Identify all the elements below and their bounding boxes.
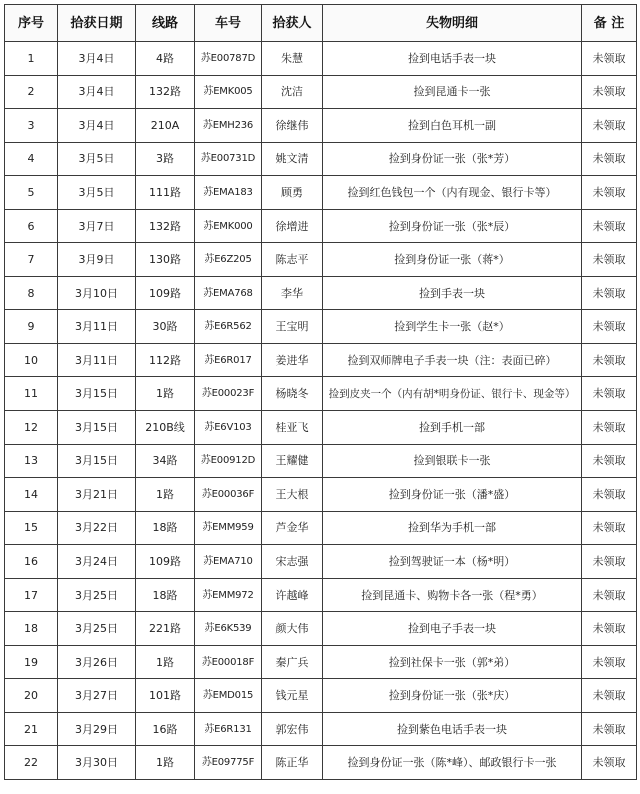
- cell-date: 3月26日: [58, 645, 136, 679]
- cell-finder: 桂亚飞: [262, 411, 323, 445]
- cell-no: 8: [5, 276, 58, 310]
- cell-line: 18路: [136, 511, 195, 545]
- cell-line: 34路: [136, 444, 195, 478]
- cell-note: 未领取: [582, 310, 637, 344]
- cell-line: 3路: [136, 142, 195, 176]
- cell-note: 未领取: [582, 679, 637, 713]
- cell-date: 3月30日: [58, 746, 136, 780]
- cell-detail: 捡到社保卡一张（郭*弟）: [323, 645, 582, 679]
- table-header: [5, 5, 637, 42]
- cell-date: 3月15日: [58, 377, 136, 411]
- cell-date: 3月25日: [58, 612, 136, 646]
- cell-note: 未领取: [582, 42, 637, 76]
- cell-finder: 陈正华: [262, 746, 323, 780]
- cell-detail: 捡到华为手机一部: [323, 511, 582, 545]
- table-row: [5, 142, 637, 176]
- cell-date: 3月5日: [58, 142, 136, 176]
- cell-note: 未领取: [582, 612, 637, 646]
- cell-detail: 捡到紫色电话手表一块: [323, 712, 582, 746]
- cell-date: 3月25日: [58, 578, 136, 612]
- cell-note: 未领取: [582, 75, 637, 109]
- cell-line: 30路: [136, 310, 195, 344]
- cell-note: 未领取: [582, 142, 637, 176]
- table-row: [5, 712, 637, 746]
- cell-note: 未领取: [582, 377, 637, 411]
- table-row: [5, 343, 637, 377]
- table-row: [5, 545, 637, 579]
- cell-finder: 沈洁: [262, 75, 323, 109]
- cell-no: 22: [5, 746, 58, 780]
- table-row: [5, 746, 637, 780]
- cell-car: 苏E00036F: [195, 478, 262, 512]
- cell-detail: 捡到学生卡一张（赵*）: [323, 310, 582, 344]
- header-car: 车号: [195, 5, 262, 42]
- cell-detail: 捡到身份证一张（张*辰）: [323, 209, 582, 243]
- cell-no: 2: [5, 75, 58, 109]
- cell-date: 3月10日: [58, 276, 136, 310]
- cell-line: 130路: [136, 243, 195, 277]
- cell-no: 4: [5, 142, 58, 176]
- cell-note: 未领取: [582, 511, 637, 545]
- cell-line: 132路: [136, 209, 195, 243]
- table-row: [5, 176, 637, 210]
- header-row: [5, 5, 637, 42]
- cell-note: 未领取: [582, 176, 637, 210]
- cell-note: 未领取: [582, 109, 637, 143]
- cell-date: 3月4日: [58, 75, 136, 109]
- cell-line: 132路: [136, 75, 195, 109]
- cell-no: 11: [5, 377, 58, 411]
- table-row: [5, 109, 637, 143]
- cell-no: 20: [5, 679, 58, 713]
- cell-car: 苏E6V103: [195, 411, 262, 445]
- cell-no: 21: [5, 712, 58, 746]
- table-row: [5, 645, 637, 679]
- cell-line: 1路: [136, 746, 195, 780]
- cell-detail: 捡到双师牌电子手表一块（注：表面已碎）: [323, 343, 582, 377]
- cell-line: 101路: [136, 679, 195, 713]
- cell-detail: 捡到皮夹一个（内有胡*明身份证、银行卡、现金等）: [323, 377, 582, 411]
- cell-no: 17: [5, 578, 58, 612]
- cell-line: 18路: [136, 578, 195, 612]
- cell-detail: 捡到手机一部: [323, 411, 582, 445]
- lost-items-table: [4, 4, 637, 780]
- cell-no: 19: [5, 645, 58, 679]
- cell-car: 苏E6R017: [195, 343, 262, 377]
- table-row: [5, 444, 637, 478]
- cell-note: 未领取: [582, 343, 637, 377]
- cell-finder: 秦广兵: [262, 645, 323, 679]
- cell-detail: 捡到身份证一张（陈*峰）、邮政银行卡一张: [323, 746, 582, 780]
- cell-note: 未领取: [582, 545, 637, 579]
- cell-car: 苏EMK000: [195, 209, 262, 243]
- cell-detail: 捡到昆通卡、购物卡各一张（程*勇）: [323, 578, 582, 612]
- cell-car: 苏EMH236: [195, 109, 262, 143]
- cell-detail: 捡到身份证一张（蒋*）: [323, 243, 582, 277]
- cell-finder: 陈志平: [262, 243, 323, 277]
- cell-car: 苏EMD015: [195, 679, 262, 713]
- cell-line: 221路: [136, 612, 195, 646]
- cell-detail: 捡到白色耳机一副: [323, 109, 582, 143]
- cell-finder: 钱元星: [262, 679, 323, 713]
- cell-date: 3月29日: [58, 712, 136, 746]
- cell-finder: 王大根: [262, 478, 323, 512]
- cell-date: 3月24日: [58, 545, 136, 579]
- cell-line: 112路: [136, 343, 195, 377]
- cell-date: 3月21日: [58, 478, 136, 512]
- cell-no: 1: [5, 42, 58, 76]
- cell-detail: 捡到身份证一张（张*芳）: [323, 142, 582, 176]
- cell-date: 3月11日: [58, 310, 136, 344]
- cell-car: 苏E00023F: [195, 377, 262, 411]
- cell-detail: 捡到红色钱包一个（内有现金、银行卡等）: [323, 176, 582, 210]
- cell-line: 4路: [136, 42, 195, 76]
- cell-date: 3月7日: [58, 209, 136, 243]
- cell-line: 1路: [136, 645, 195, 679]
- cell-no: 6: [5, 209, 58, 243]
- cell-no: 9: [5, 310, 58, 344]
- table-row: [5, 411, 637, 445]
- cell-car: 苏EMA768: [195, 276, 262, 310]
- cell-line: 16路: [136, 712, 195, 746]
- cell-note: 未领取: [582, 478, 637, 512]
- cell-car: 苏E6R562: [195, 310, 262, 344]
- cell-note: 未领取: [582, 444, 637, 478]
- cell-finder: 王耀健: [262, 444, 323, 478]
- table-row: [5, 75, 637, 109]
- cell-line: 210A: [136, 109, 195, 143]
- cell-finder: 顾勇: [262, 176, 323, 210]
- table-row: [5, 578, 637, 612]
- cell-finder: 李华: [262, 276, 323, 310]
- cell-no: 7: [5, 243, 58, 277]
- cell-date: 3月15日: [58, 444, 136, 478]
- cell-date: 3月15日: [58, 411, 136, 445]
- cell-car: 苏EMM959: [195, 511, 262, 545]
- cell-detail: 捡到驾驶证一本（杨*明）: [323, 545, 582, 579]
- cell-finder: 朱慧: [262, 42, 323, 76]
- cell-finder: 姜进华: [262, 343, 323, 377]
- cell-finder: 郭宏伟: [262, 712, 323, 746]
- cell-note: 未领取: [582, 645, 637, 679]
- cell-car: 苏E00018F: [195, 645, 262, 679]
- cell-no: 15: [5, 511, 58, 545]
- cell-no: 16: [5, 545, 58, 579]
- header-no: 序号: [5, 5, 58, 42]
- cell-line: 111路: [136, 176, 195, 210]
- table-row: [5, 243, 637, 277]
- table-row: [5, 42, 637, 76]
- cell-no: 18: [5, 612, 58, 646]
- cell-detail: 捡到银联卡一张: [323, 444, 582, 478]
- cell-finder: 宋志强: [262, 545, 323, 579]
- cell-detail: 捡到电子手表一块: [323, 612, 582, 646]
- header-detail: 失物明细: [323, 5, 582, 42]
- cell-detail: 捡到手表一块: [323, 276, 582, 310]
- cell-car: 苏E6K539: [195, 612, 262, 646]
- cell-note: 未领取: [582, 411, 637, 445]
- cell-note: 未领取: [582, 276, 637, 310]
- cell-date: 3月5日: [58, 176, 136, 210]
- table-row: [5, 679, 637, 713]
- cell-note: 未领取: [582, 746, 637, 780]
- cell-date: 3月27日: [58, 679, 136, 713]
- cell-finder: 王宝明: [262, 310, 323, 344]
- cell-car: 苏E6Z205: [195, 243, 262, 277]
- cell-car: 苏EMA183: [195, 176, 262, 210]
- cell-date: 3月4日: [58, 109, 136, 143]
- cell-car: 苏EMK005: [195, 75, 262, 109]
- cell-detail: 捡到昆通卡一张: [323, 75, 582, 109]
- cell-no: 10: [5, 343, 58, 377]
- cell-finder: 芦金华: [262, 511, 323, 545]
- cell-line: 109路: [136, 276, 195, 310]
- cell-no: 5: [5, 176, 58, 210]
- cell-note: 未领取: [582, 209, 637, 243]
- cell-date: 3月4日: [58, 42, 136, 76]
- cell-car: 苏E00912D: [195, 444, 262, 478]
- table-row: [5, 478, 637, 512]
- cell-date: 3月22日: [58, 511, 136, 545]
- cell-detail: 捡到身份证一张（潘*盛）: [323, 478, 582, 512]
- header-note: 备 注: [582, 5, 637, 42]
- cell-detail: 捡到电话手表一块: [323, 42, 582, 76]
- cell-finder: 许越峰: [262, 578, 323, 612]
- table-body: [5, 42, 637, 780]
- cell-line: 109路: [136, 545, 195, 579]
- cell-finder: 徐增进: [262, 209, 323, 243]
- header-line: 线路: [136, 5, 195, 42]
- cell-finder: 颜大伟: [262, 612, 323, 646]
- cell-line: 1路: [136, 478, 195, 512]
- cell-date: 3月9日: [58, 243, 136, 277]
- cell-car: 苏E00731D: [195, 142, 262, 176]
- cell-finder: 姚文清: [262, 142, 323, 176]
- cell-car: 苏EMM972: [195, 578, 262, 612]
- table-row: [5, 209, 637, 243]
- cell-line: 1路: [136, 377, 195, 411]
- cell-car: 苏E00787D: [195, 42, 262, 76]
- cell-note: 未领取: [582, 712, 637, 746]
- cell-car: 苏E09775F: [195, 746, 262, 780]
- cell-detail: 捡到身份证一张（张*庆）: [323, 679, 582, 713]
- cell-no: 12: [5, 411, 58, 445]
- table-row: [5, 511, 637, 545]
- cell-note: 未领取: [582, 243, 637, 277]
- table-row: [5, 276, 637, 310]
- cell-date: 3月11日: [58, 343, 136, 377]
- cell-no: 13: [5, 444, 58, 478]
- cell-car: 苏EMA710: [195, 545, 262, 579]
- cell-car: 苏E6R131: [195, 712, 262, 746]
- cell-no: 14: [5, 478, 58, 512]
- header-date: 拾获日期: [58, 5, 136, 42]
- cell-finder: 徐继伟: [262, 109, 323, 143]
- header-finder: 拾获人: [262, 5, 323, 42]
- table-row: [5, 377, 637, 411]
- cell-note: 未领取: [582, 578, 637, 612]
- table-row: [5, 310, 637, 344]
- cell-finder: 杨晓冬: [262, 377, 323, 411]
- cell-line: 210B线: [136, 411, 195, 445]
- cell-no: 3: [5, 109, 58, 143]
- table-row: [5, 612, 637, 646]
